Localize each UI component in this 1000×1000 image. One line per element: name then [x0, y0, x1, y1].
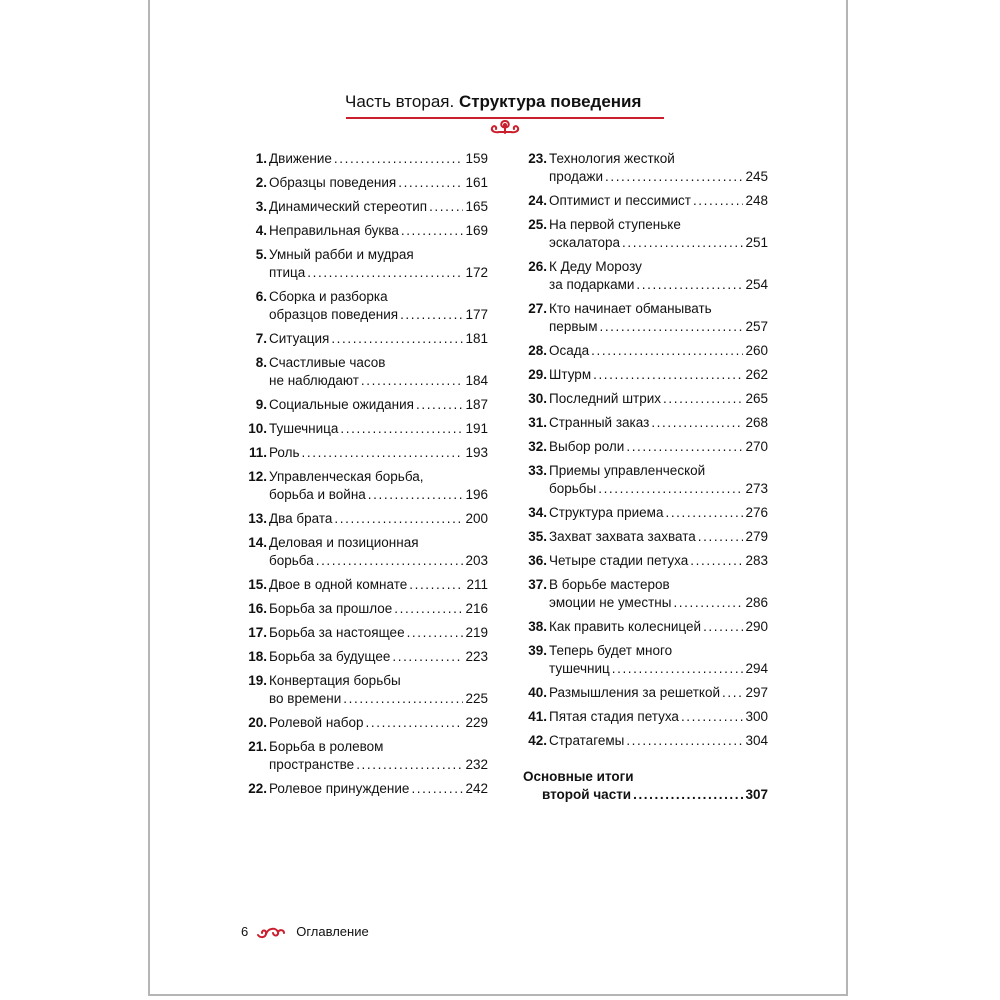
leader-dots [633, 786, 743, 804]
toc-entry-title: не наблюдают [269, 373, 359, 388]
toc-entry-body [549, 342, 768, 360]
toc-entry[interactable] [518, 216, 768, 252]
leader-dots [429, 198, 463, 216]
toc-entry-body [549, 618, 768, 636]
toc-entry-body [269, 246, 488, 282]
toc-entry-title: образцов поведения [269, 307, 399, 322]
toc-entry-number: 23. [528, 151, 547, 166]
toc-entry-body [549, 150, 768, 186]
toc-entry-number: 19. [248, 673, 267, 688]
leader-dots [334, 150, 464, 168]
toc-entry[interactable] [240, 288, 488, 324]
toc-entry-number: 41. [528, 709, 547, 724]
toc-entry-body [549, 300, 768, 336]
toc-entry-page: 203 [465, 553, 488, 568]
toc-entry-body [269, 624, 488, 642]
leader-dots [302, 444, 464, 462]
toc-entry-number: 26. [528, 259, 547, 274]
footer-page-number: 6 [241, 924, 249, 939]
toc-entry-number: 11. [248, 445, 267, 460]
toc-entry-number: 10. [248, 421, 267, 436]
toc-entry-title: Осада [549, 343, 590, 358]
toc-entry-number: 42. [528, 733, 547, 748]
toc-entry-page: 279 [745, 529, 768, 544]
toc-entry-title-line: Технология жесткой [549, 151, 675, 166]
toc-entry-page: 262 [745, 367, 768, 382]
toc-entry[interactable] [518, 732, 768, 750]
toc-entry-number: 25. [528, 217, 547, 232]
leader-dots [626, 438, 743, 456]
toc-entry-number: 15. [248, 577, 267, 592]
toc-entry-title-line: Управленческая борьба, [269, 469, 424, 484]
leader-dots [665, 504, 743, 522]
toc-entry-title: Захват захвата захвата [549, 529, 696, 544]
toc-entry-page: 242 [465, 781, 488, 796]
toc-entry[interactable] [518, 642, 768, 678]
toc-entry-page: 159 [465, 151, 488, 166]
leader-dots [651, 414, 743, 432]
toc-entry-body [269, 672, 488, 708]
toc-entry[interactable] [240, 174, 488, 192]
toc-entry-body [269, 576, 488, 594]
toc-entry-number: 14. [248, 535, 267, 550]
toc-entry-page: 187 [465, 397, 488, 412]
toc-entry-title-line: Деловая и позиционная [269, 535, 419, 550]
toc-entry[interactable] [240, 354, 488, 390]
toc-entry[interactable] [240, 738, 488, 774]
leader-dots [356, 756, 463, 774]
leader-dots [340, 420, 463, 438]
leader-dots [401, 222, 464, 240]
toc-entry-title: первым [549, 319, 598, 334]
toc-entry-title: Движение [269, 151, 332, 166]
toc-entry[interactable] [518, 708, 768, 726]
toc-entry-title: Пятая стадия петуха [549, 709, 679, 724]
toc-entry-body [549, 390, 768, 408]
toc-right-entries [518, 150, 768, 750]
toc-entry[interactable] [518, 300, 768, 336]
leader-dots [411, 780, 463, 798]
toc-entry-number: 20. [248, 715, 267, 730]
toc-entry-page: 184 [465, 373, 488, 388]
footer-label: Оглавление [296, 924, 369, 939]
toc-entry[interactable] [240, 150, 488, 168]
toc-entry-body [269, 222, 488, 240]
toc-entry-body [549, 192, 768, 210]
leader-dots [316, 552, 464, 570]
swirl-ornament-icon [256, 925, 286, 939]
toc-entry[interactable] [240, 534, 488, 570]
toc-entry-number: 33. [528, 463, 547, 478]
toc-entry-title: Социальные ожидания [269, 397, 414, 412]
toc-entry-page: 248 [745, 193, 768, 208]
toc-entry-page: 251 [745, 235, 768, 250]
toc-entry-page: 177 [465, 307, 488, 322]
toc-entry-number: 28. [528, 343, 547, 358]
toc-entry-page: 297 [745, 685, 768, 700]
toc-entry[interactable] [240, 672, 488, 708]
toc-entry-number: 1. [255, 151, 267, 166]
toc-entry-body [549, 708, 768, 726]
toc-entry-body [269, 714, 488, 732]
toc-entry-body [269, 510, 488, 528]
toc-entry-body [269, 420, 488, 438]
toc-entry-body [549, 528, 768, 546]
toc-entry-body [269, 198, 488, 216]
leader-dots [626, 732, 743, 750]
toc-entry-number: 9. [255, 397, 267, 412]
toc-entry-page: 283 [745, 553, 768, 568]
toc-entry-page: 300 [745, 709, 768, 724]
toc-entry[interactable] [518, 684, 768, 702]
leader-dots [703, 618, 743, 636]
toc-entry[interactable] [518, 618, 768, 636]
toc-entry-page: 276 [745, 505, 768, 520]
toc-entry-title: Ситуация [269, 331, 330, 346]
toc-entry-number: 21. [248, 739, 267, 754]
toc-entry-body [269, 330, 488, 348]
summary-page: 307 [745, 787, 768, 802]
toc-entry[interactable] [240, 396, 488, 414]
toc-entry-number: 34. [528, 505, 547, 520]
toc-entry[interactable] [518, 504, 768, 522]
leader-dots [307, 264, 463, 282]
toc-entry[interactable] [518, 366, 768, 384]
toc-entry-title: Борьба за настоящее [269, 625, 405, 640]
toc-entry-number: 35. [528, 529, 547, 544]
toc-entry-body [549, 684, 768, 702]
summary-line-2: второй части [542, 787, 632, 802]
leader-dots [591, 342, 743, 360]
toc-entry-number: 2. [255, 175, 267, 190]
leader-dots [331, 330, 463, 348]
toc-entry-title-line: К Деду Морозу [549, 259, 642, 274]
toc-entry-number: 39. [528, 643, 547, 658]
toc-entry-number: 4. [255, 223, 267, 238]
toc-entry[interactable] [240, 468, 488, 504]
toc-entry-title: за подарками [549, 277, 635, 292]
toc-entry-number: 27. [528, 301, 547, 316]
toc-entry-page: 161 [465, 175, 488, 190]
toc-entry-body [549, 414, 768, 432]
toc-entry-page: 229 [465, 715, 488, 730]
toc-entry[interactable] [518, 438, 768, 456]
toc-entry-body [549, 366, 768, 384]
toc-entry-title: Структура приема [549, 505, 664, 520]
toc-entry-number: 32. [528, 439, 547, 454]
toc-entry-page: 257 [745, 319, 768, 334]
toc-entry[interactable] [518, 576, 768, 612]
toc-entry-page: 268 [745, 415, 768, 430]
toc-entry-title: Борьба за будущее [269, 649, 391, 664]
toc-entry-page: 254 [745, 277, 768, 292]
toc-entry-title-line: Кто начинает обманывать [549, 301, 712, 316]
toc-entry-title: Неправильная буква [269, 223, 399, 238]
toc-entry-title: Ролевой набор [269, 715, 364, 730]
toc-entry-page: 245 [745, 169, 768, 184]
toc-entry-body [269, 444, 488, 462]
toc-entry-body [269, 174, 488, 192]
toc-entry-body [269, 150, 488, 168]
toc-entry-title: Тушечница [269, 421, 339, 436]
toc-entry-number: 18. [248, 649, 267, 664]
toc-entry-title: пространстве [269, 757, 355, 772]
toc-entry[interactable] [518, 528, 768, 546]
leader-dots [690, 552, 743, 570]
toc-entry-title: Выбор роли [549, 439, 625, 454]
leader-dots [416, 396, 463, 414]
toc-entry-page: 196 [465, 487, 488, 502]
leader-dots [368, 486, 464, 504]
toc-entry-body [269, 600, 488, 618]
toc-entry-page: 290 [745, 619, 768, 634]
toc-entry-page: 270 [745, 439, 768, 454]
toc-entry-body [549, 258, 768, 294]
toc-entry-number: 12. [248, 469, 267, 484]
toc-entry-title: борьбы [549, 481, 597, 496]
toc-entry-title: Штурм [549, 367, 592, 382]
toc-entry-page: 232 [465, 757, 488, 772]
toc-entry-body [269, 780, 488, 798]
summary-line-1: Основные итоги [523, 769, 634, 784]
toc-entry-number: 24. [528, 193, 547, 208]
toc-entry-body [269, 354, 488, 390]
toc-entry-title-line: Приемы управленческой [549, 463, 706, 478]
toc-entry-body [269, 648, 488, 666]
toc-entry-title-line: Сборка и разборка [269, 289, 388, 304]
toc-entry-title-line: В борьбе мастеров [549, 577, 670, 592]
toc-entry-title: Роль [269, 445, 300, 460]
leader-dots [394, 600, 463, 618]
toc-entry-title: борьба [269, 553, 314, 568]
toc-entry-number: 6. [255, 289, 267, 304]
toc-entry-title: Стратагемы [549, 733, 625, 748]
leader-dots [334, 510, 463, 528]
leader-dots [598, 480, 743, 498]
toc-entry-title: Странный заказ [549, 415, 650, 430]
toc-entry-page: 260 [745, 343, 768, 358]
leader-dots [409, 576, 464, 594]
toc-entry-title: Динамический стереотип [269, 199, 428, 214]
leader-dots [361, 372, 464, 390]
toc-entry-page: 286 [745, 595, 768, 610]
toc-entry-number: 7. [255, 331, 267, 346]
toc-entry-number: 8. [255, 355, 267, 370]
toc-entry-number: 3. [255, 199, 267, 214]
leader-dots [593, 366, 743, 384]
toc-entry-title: Ролевое принуждение [269, 781, 410, 796]
toc-entry-body [269, 396, 488, 414]
toc-entry-title: Последний штрих [549, 391, 662, 406]
leader-dots [599, 318, 743, 336]
ornament-icon [485, 119, 525, 135]
leader-dots [400, 306, 463, 324]
toc-entry-title: эскалатора [549, 235, 620, 250]
toc-entry[interactable] [240, 222, 488, 240]
toc-entry[interactable] [518, 462, 768, 498]
toc-entry[interactable] [240, 648, 488, 666]
toc-entry-page: 211 [466, 577, 488, 592]
toc-entry[interactable] [518, 390, 768, 408]
leader-dots [681, 708, 744, 726]
toc-entry-page: 223 [465, 649, 488, 664]
toc-entry-number: 31. [528, 415, 547, 430]
section-title-part: Часть вторая. [345, 92, 455, 111]
leader-dots [636, 276, 743, 294]
section-title-name: Структура поведения [458, 92, 642, 111]
toc-entry-title: Оптимист и пессимист [549, 193, 691, 208]
toc-entry[interactable] [240, 714, 488, 732]
toc-right-column [518, 150, 768, 804]
toc-entry[interactable] [518, 258, 768, 294]
toc-entry-title: борьба и война [269, 487, 366, 502]
toc-entry-body [269, 288, 488, 324]
toc-entry[interactable] [518, 552, 768, 570]
toc-entry-title: эмоции не уместны [549, 595, 672, 610]
toc-entry[interactable] [240, 420, 488, 438]
toc-entry-title: Два брата [269, 511, 333, 526]
toc-entry-title: Двое в одной комнате [269, 577, 408, 592]
toc-entry-page: 273 [745, 481, 768, 496]
toc-left-column [240, 150, 488, 804]
toc-entry-body [549, 216, 768, 252]
leader-dots [366, 714, 464, 732]
toc-entry-title: Как править колесницей [549, 619, 702, 634]
toc-entry-title-line: Теперь будет много [549, 643, 673, 658]
toc-entry-page: 216 [465, 601, 488, 616]
toc-entry-body [549, 438, 768, 456]
toc-entry-number: 29. [528, 367, 547, 382]
toc-entry-page: 172 [465, 265, 488, 280]
toc-entry-page: 294 [745, 661, 768, 676]
toc-entry[interactable] [518, 192, 768, 210]
toc-entry-body [549, 576, 768, 612]
toc-entry-number: 22. [248, 781, 267, 796]
toc-entry-body [549, 504, 768, 522]
summary-entry[interactable] [518, 768, 768, 804]
toc-entry-title: Четыре стадии петуха [549, 553, 689, 568]
toc-entry[interactable] [240, 600, 488, 618]
toc-entry[interactable] [240, 330, 488, 348]
toc-entry-body [269, 468, 488, 504]
toc-entry-title-line: Счастливые часов [269, 355, 386, 370]
toc-entry-title-line: На первой ступеньке [549, 217, 681, 232]
toc-entry-page: 200 [465, 511, 488, 526]
leader-dots [392, 648, 463, 666]
toc-entry-title-line: Умный рабби и мудрая [269, 247, 414, 262]
toc-entry-body [549, 642, 768, 678]
toc-entry-number: 40. [528, 685, 547, 700]
toc-entry-number: 16. [248, 601, 267, 616]
toc-entry-title: Размышления за решеткой [549, 685, 721, 700]
toc-entry-body [549, 462, 768, 498]
toc-entry[interactable] [518, 342, 768, 360]
leader-dots [673, 594, 743, 612]
toc-entry-body [549, 552, 768, 570]
toc-entry[interactable] [240, 576, 488, 594]
toc-entry-title: птица [269, 265, 306, 280]
leader-dots [343, 690, 463, 708]
toc-entry-number: 36. [528, 553, 547, 568]
toc-entry-page: 181 [465, 331, 488, 346]
toc-entry[interactable] [240, 444, 488, 462]
toc-entry[interactable] [240, 510, 488, 528]
toc-entry-page: 193 [465, 445, 488, 460]
leader-dots [622, 234, 743, 252]
toc-entry-number: 13. [248, 511, 267, 526]
toc-entry-body [269, 738, 488, 774]
toc-entry-page: 191 [465, 421, 488, 436]
toc-entry-number: 30. [528, 391, 547, 406]
toc-entry-title: продажи [549, 169, 603, 184]
section-title [345, 92, 641, 112]
toc-entry-title: во времени [269, 691, 342, 706]
toc-entry-number: 5. [255, 247, 267, 262]
toc-entry-title: тушечниц [549, 661, 610, 676]
toc-entry-body [549, 732, 768, 750]
toc-entry[interactable] [240, 246, 488, 282]
toc-entry[interactable] [518, 414, 768, 432]
toc-entry-title-line: Борьба в ролевом [269, 739, 384, 754]
toc-entry-title: Борьба за прошлое [269, 601, 393, 616]
toc-entry-number: 38. [528, 619, 547, 634]
page-footer [241, 924, 369, 939]
toc-entry-number: 17. [248, 625, 267, 640]
toc-entry[interactable] [240, 780, 488, 798]
toc-entry-page: 219 [465, 625, 488, 640]
toc-entry-body [269, 534, 488, 570]
toc-entry-page: 265 [745, 391, 768, 406]
leader-dots [398, 174, 463, 192]
leader-dots [612, 660, 744, 678]
leader-dots [663, 390, 743, 408]
leader-dots [698, 528, 744, 546]
leader-dots [693, 192, 744, 210]
toc-entry-page: 225 [465, 691, 488, 706]
leader-dots [407, 624, 464, 642]
toc-entry[interactable] [518, 150, 768, 186]
toc-entry-title: Образцы поведения [269, 175, 397, 190]
toc-entry-page: 169 [465, 223, 488, 238]
toc-entry[interactable] [240, 624, 488, 642]
toc-entry-page: 165 [465, 199, 488, 214]
toc-entry-title-line: Конвертация борьбы [269, 673, 401, 688]
toc-entry-page: 304 [745, 733, 768, 748]
toc-entry[interactable] [240, 198, 488, 216]
leader-dots [722, 684, 743, 702]
toc-entry-number: 37. [528, 577, 547, 592]
leader-dots [605, 168, 743, 186]
